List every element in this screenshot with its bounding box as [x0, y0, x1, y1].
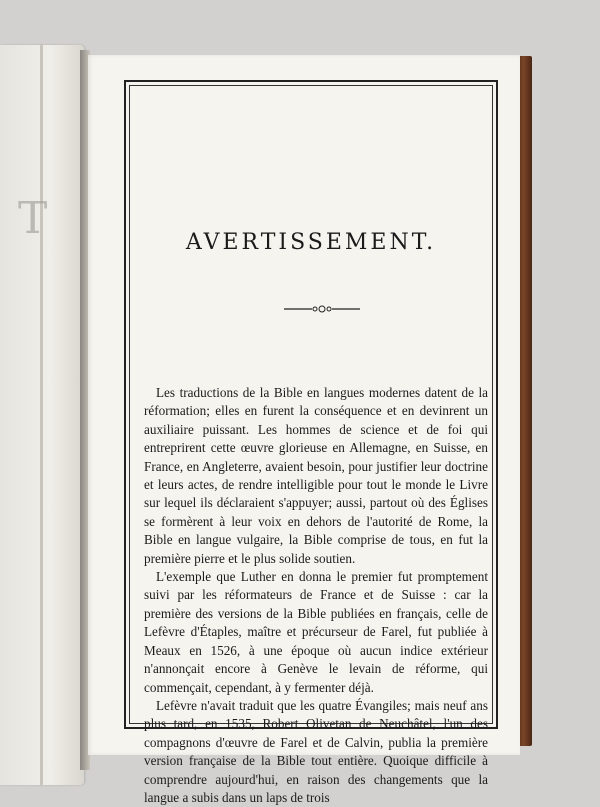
paragraph-2: L'exemple que Luther en donna le premier fut promptement suivi par les réformateurs de France et de Suisse : car la première des versions de la Bible publiées en français, celle de Lefèvre d'Étaples, maître et précurseur de Farel, fut publiée à Meaux en 1526, à une époque où aucun indice extérieur n'annonçait encore à Genève le levain de réforme, qui commençait, cependant, à y fermenter déjà.	[144, 569, 488, 695]
paragraph-1: Les traductions de la Bible en langues modernes datent de la réformation; elles en furent la conséquence et en devinrent un auxiliaire puissant. Les hommes de science et de foi qui entreprirent cette œuvre glorieuse en Allemagne, en Suisse, en France, en Angleterre, avaient besoin, pour justifier leur doctrine et leurs actes, de rendre intelligible pour tout le monde le Livre sur lequel ils déclaraient s'appuyer; aussi, partout où des Églises se formèrent à leur voix en dehors de l'autorité de Rome, la Bible en langue vulgaire, la Bible comprise de tous, en fut la première pierre et le plus solide soutien.	[144, 385, 488, 566]
page-title: AVERTISSEMENT.	[185, 230, 437, 255]
body-text	[144, 384, 488, 807]
left-page-edge	[40, 45, 43, 785]
paragraph-3: Lefèvre n'avait traduit que les quatre Évangiles; mais neuf ans plus tard, en 1535, Robert Olivetan de Neuchâtel, l'un des compagnons d'œuvre de Farel et de Calvin, publia la première version française de la Bible tout entière. Quoique difficile à comprendre aujourd'hui, en raison des changements que la langue a subis dans un laps de trois	[144, 697, 488, 805]
right-page	[88, 55, 520, 805]
page-border-frame	[124, 80, 498, 805]
left-page-show-through-letter: T	[18, 193, 54, 244]
leather-cover-edge	[518, 56, 532, 746]
left-page	[0, 45, 84, 785]
ornament-divider-icon	[284, 304, 360, 314]
